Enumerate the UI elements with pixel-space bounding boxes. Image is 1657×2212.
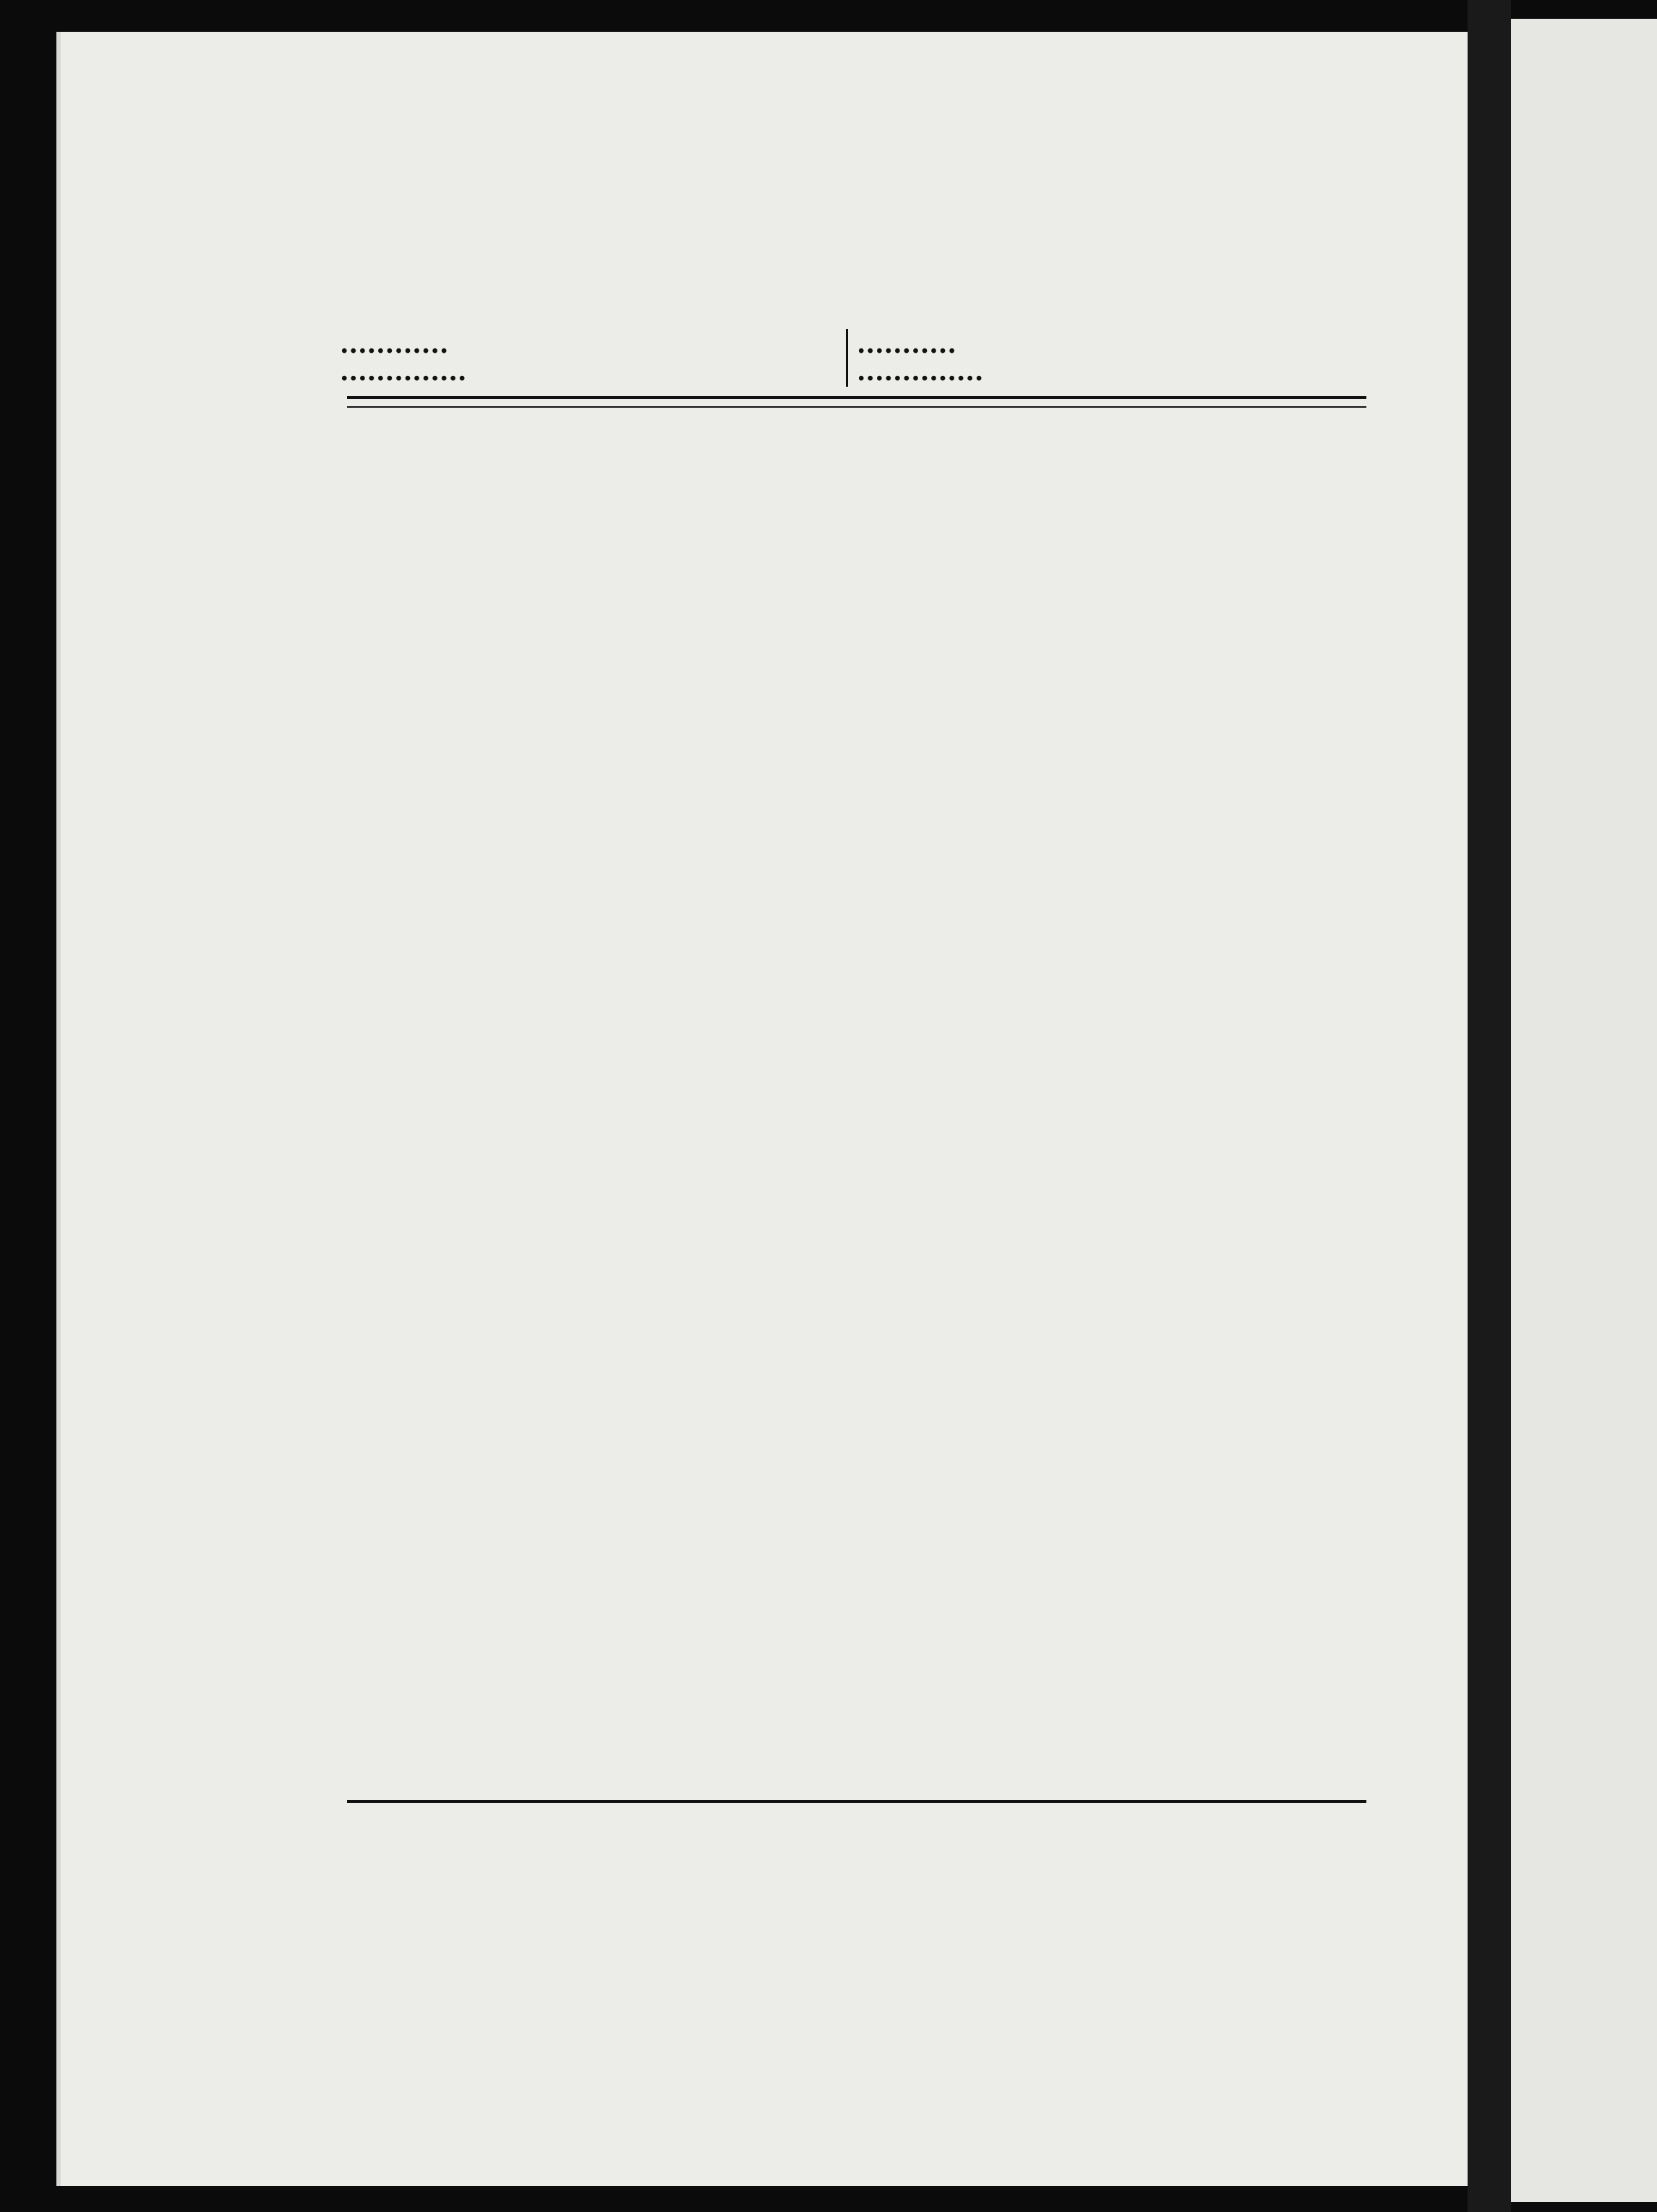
table-top-rule (347, 396, 1366, 399)
book-gutter (1468, 0, 1511, 2212)
moon-phases-block (340, 307, 1366, 387)
phase-first-quarter: ............ (340, 329, 449, 359)
adjacent-page-fragment (1511, 19, 1657, 2202)
phase-new-moon: .............. (857, 356, 984, 387)
table-top-rule-thin (347, 406, 1366, 408)
page-header (340, 139, 1366, 182)
phase-divider (846, 329, 848, 387)
phase-last-quarter: ........... (857, 329, 956, 359)
phase-full-moon: .............. (340, 356, 467, 387)
table-bottom-rule (347, 1800, 1366, 1803)
